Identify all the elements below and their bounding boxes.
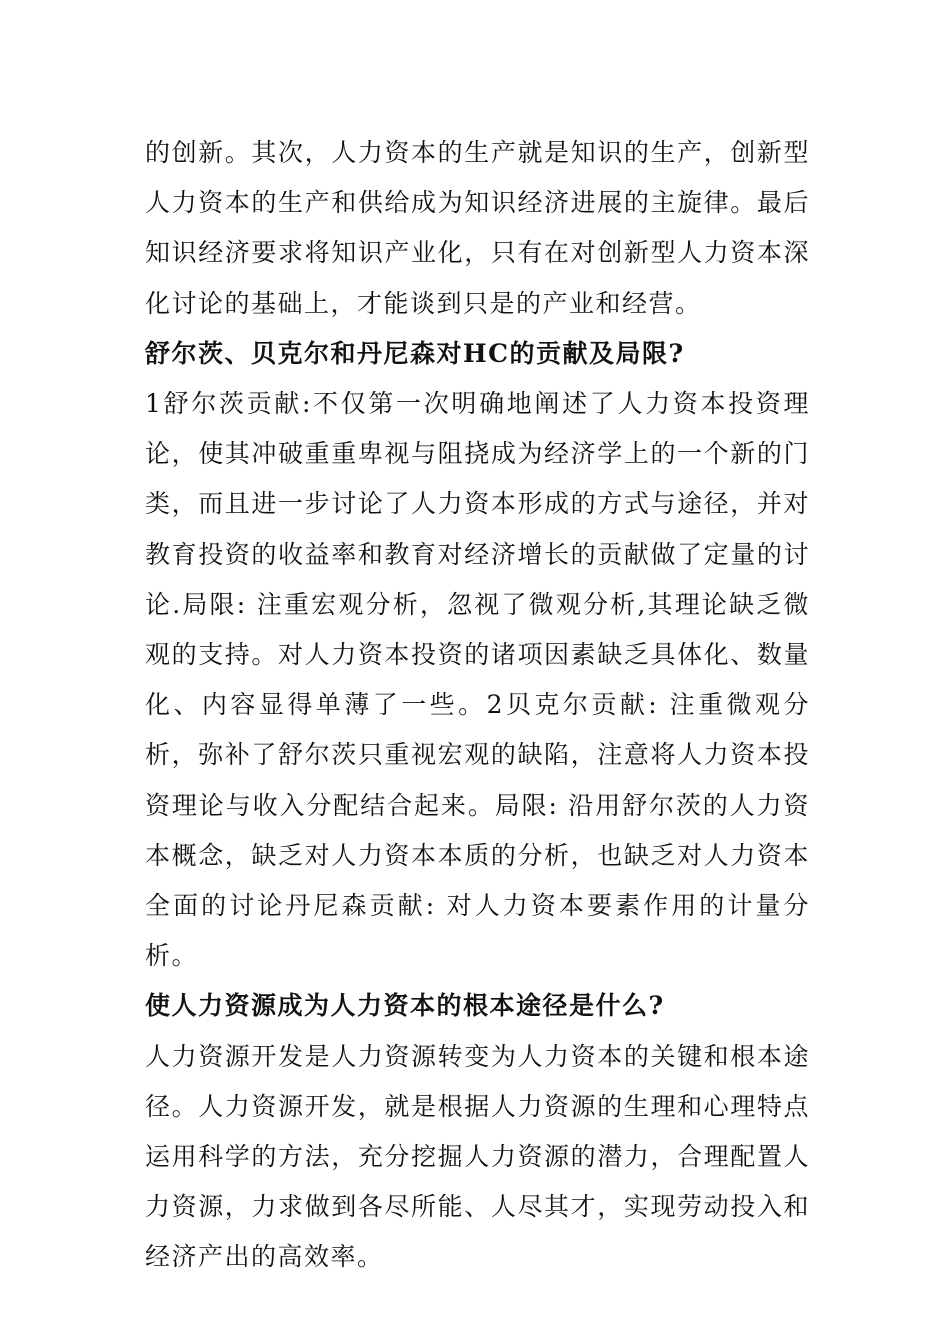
- paragraph-hr-development: 人力资源开发是人力资源转变为人力资本的关键和根本途径。人力资源开发，就是根据人力资源的生理和心理特点运用科学的方法，充分挖掘人力资源的潜力，合理配置人力资源，力求做到各尽所能、人尽其才，实现劳动投入和经济产出的高效率。: [145, 1041, 810, 1272]
- section-heading-fundamental-path: 使人力资源成为人力资本的根本途径是什么?: [145, 991, 665, 1021]
- section-heading-hc-contributions: 舒尔茨、贝克尔和丹尼森对HC的贡献及局限?: [145, 338, 685, 368]
- paragraph-contributions: 1舒尔茨贡献:不仅第一次明确地阐述了人力资本投资理论，使其冲破重重卑视与阻挠成为经济学上的一个新的门类，而且进一步讨论了人力资本形成的方式与途径，并对教育投资的收益率和教育对经济增长的贡献做了定量的讨论.局限: 注重宏观分析，忽视了微观分析,其理论缺乏微观的支持。对人力资本投资的诸项因素缺乏具体化、数量化、内容显得单薄了一些。2贝克尔贡献: 注重微观分析，弥补了舒尔茨只重视宏观的缺陷，注意将人力资本投资理论与收入分配结合起来。局限: 沿用舒尔茨的人力资本概念，缺乏对人力资本本质的分析，也缺乏对人力资本全面的讨论丹尼森贡献: 对人力资本要素作用的计量分析。: [145, 389, 810, 971]
- document-body: [145, 128, 810, 1283]
- paragraph-innovation: 的创新。其次，人力资本的生产就是知识的生产，创新型人力资本的生产和供给成为知识经济进展的主旋律。最后知识经济要求将知识产业化，只有在对创新型人力资本深化讨论的基础上，才能谈到只是的产业和经营。: [145, 138, 810, 318]
